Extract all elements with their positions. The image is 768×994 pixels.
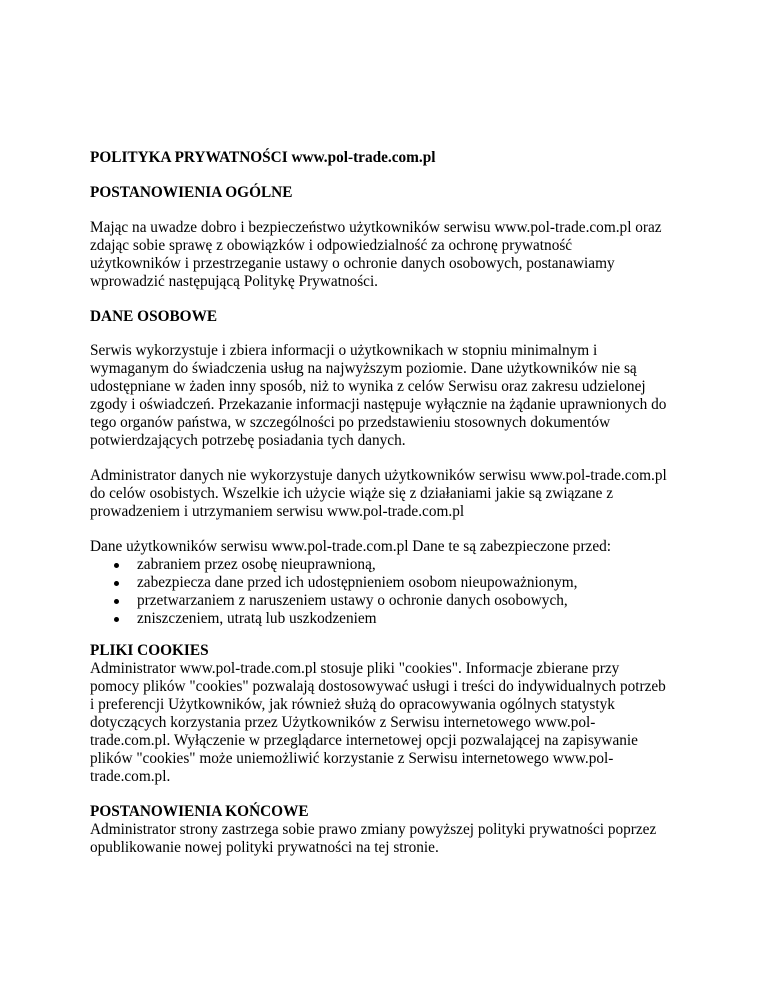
personal-para1-line: udostępniane w żaden inny sposób, niż to wynika z celów Serwisu oraz zakresu udzielonej [90,378,646,395]
heading-general: POSTANOWIENIA OGÓLNE [90,184,293,201]
bullet-text: zabezpiecza dane przed ich udostępnieniem osobom nieupoważnionym, [137,574,578,591]
bullet-text: zabraniem przez osobę nieuprawnioną, [137,556,376,573]
personal-para1-line: potwierdzających potrzebę posiadania tych danych. [90,432,406,449]
personal-para1-line: zgody i oświadczeń. Przekazanie informacji następuje wyłącznie na żądanie uprawnionych do [90,396,667,413]
personal-para1-line: Serwis wykorzystuje i zbiera informacji o użytkownikach w stopniu minimalnym i [90,342,598,359]
personal-para3-intro: Dane użytkowników serwisu www.pol-trade.com.pl Dane te są zabezpieczone przed: [90,538,612,555]
cookies-line: trade.com.pl. Wyłączenie w przeglądarce internetowej opcji pozwalającej na zapisywanie [90,732,638,749]
cookies-line: plików "cookies" może uniemożliwić korzystanie z Serwisu internetowego www.pol- [90,750,614,767]
cookies-line: Administrator www.pol-trade.com.pl stosuje pliki "cookies". Informacje zbierane przy [90,660,620,677]
personal-para1-line: wymaganym do świadczenia usług na najwyższym poziomie. Dane użytkowników nie są [90,360,637,377]
heading-final: POSTANOWIENIA KOŃCOWE [90,803,309,820]
final-line: opublikowanie nowej polityki prywatności na tej stronie. [90,839,439,856]
document-title: POLITYKA PRYWATNOŚCI www.pol-trade.com.pl [90,149,436,166]
bullet-icon [114,617,119,622]
heading-personal-data: DANE OSOBOWE [90,308,218,325]
bullet-icon [114,563,119,568]
cookies-line: dotyczących korzystania przez Użytkowników z Serwisu internetowego www.pol- [90,714,596,731]
general-line: Mając na uwadze dobro i bezpieczeństwo użytkowników serwisu www.pol-trade.com.pl oraz [90,219,662,236]
bullet-text: przetwarzaniem z naruszeniem ustawy o ochronie danych osobowych, [137,592,568,609]
heading-cookies: PLIKI COOKIES [90,642,209,659]
personal-para2-line: prowadzeniem i utrzymaniem serwisu www.pol-trade.com.pl [90,503,465,520]
personal-para2-line: do celów osobistych. Wszelkie ich użycie wiąże się z działaniami jakie są związane z [90,485,613,502]
personal-para1-line: tego organów państwa, w szczególności po przedstawieniu stosownych dokumentów [90,414,611,431]
general-line: wprowadzić następującą Politykę Prywatności. [90,273,379,290]
general-line: zdając sobie sprawę z obowiązków i odpowiedzialność za ochronę prywatność [90,237,573,254]
cookies-line: i preferencji Użytkowników, jak również służą do opracowywania ogólnych statystyk [90,696,615,713]
cookies-line: pomocy plików "cookies" pozwalają dostosowywać usługi i treści do indywidualnych potrzeb [90,678,666,695]
bullet-text: zniszczeniem, utratą lub uszkodzeniem [137,610,377,627]
general-line: użytkowników i przestrzeganie ustawy o ochronie danych osobowych, postanawiamy [90,255,615,272]
final-line: Administrator strony zastrzega sobie prawo zmiany powyższej polityki prywatności poprzez [90,821,657,838]
cookies-line: trade.com.pl. [90,768,171,785]
bullet-icon [114,599,119,604]
personal-para2-line: Administrator danych nie wykorzystuje danych użytkowników serwisu www.pol-trade.com.pl [90,467,667,484]
bullet-icon [114,581,119,586]
